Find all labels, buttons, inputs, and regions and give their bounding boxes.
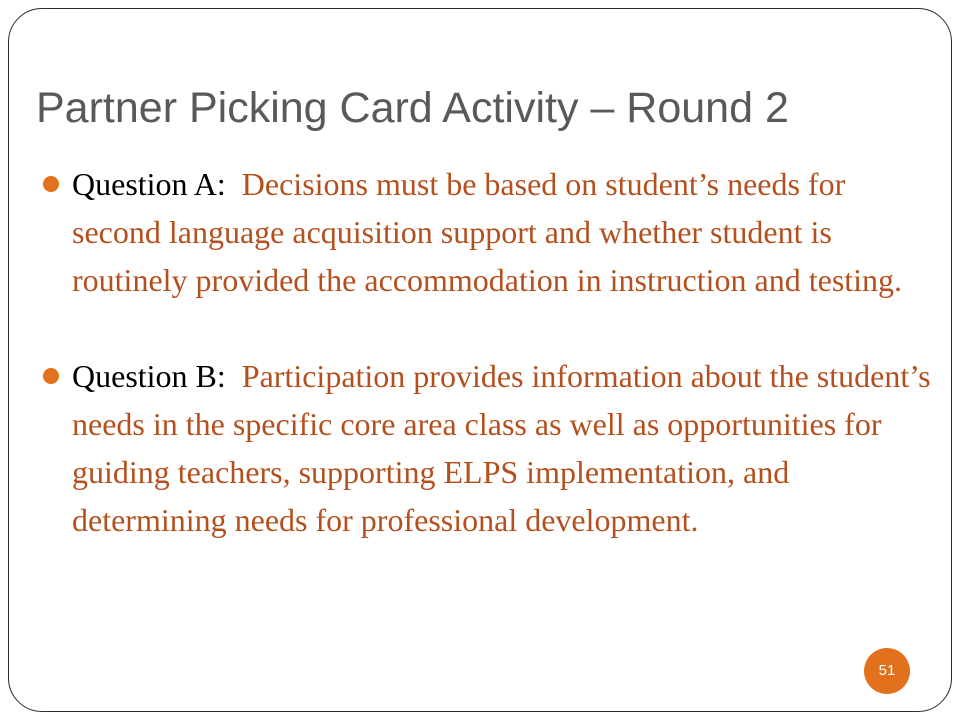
- question-a-label: Question A:: [72, 166, 226, 202]
- bullet-list: [40, 160, 940, 544]
- bullet-dot-icon: [43, 176, 59, 192]
- bullet-question-a: [40, 160, 940, 304]
- bullet-text: [72, 352, 940, 544]
- bullet-dot-icon: [43, 368, 59, 384]
- bullet-text: [72, 160, 940, 304]
- bullet-question-b: [40, 352, 940, 544]
- slide-title: Partner Picking Card Activity – Round 2: [36, 84, 789, 132]
- question-b-answer: Participation provides information about the student’s needs in the specific core area class as well as opportunities for guiding teachers, supporting ELPS implementation, and determining needs for professional development.: [72, 358, 931, 538]
- question-a-answer: Decisions must be based on student’s needs for second language acquisition support and whether student is routinely provided the accommodation in instruction and testing.: [72, 166, 903, 298]
- question-b-label: Question B:: [72, 358, 226, 394]
- page-number-badge: 51: [864, 648, 910, 694]
